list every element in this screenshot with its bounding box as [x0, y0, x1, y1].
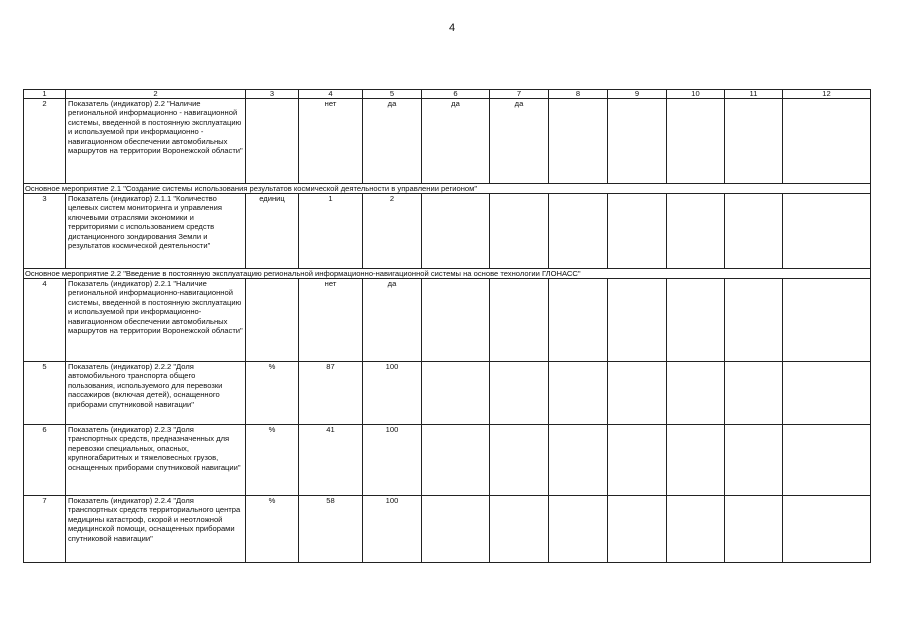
value-cell: 58 — [299, 496, 363, 563]
value-cell — [783, 279, 871, 362]
value-cell — [608, 99, 667, 184]
table-row — [24, 279, 871, 362]
unit-cell: единиц — [246, 194, 299, 269]
unit-cell: % — [246, 425, 299, 496]
value-cell: нет — [299, 279, 363, 362]
value-cell — [549, 194, 608, 269]
table-row — [24, 99, 871, 184]
value-cell — [422, 194, 490, 269]
unit-cell — [246, 99, 299, 184]
column-header: 12 — [783, 90, 871, 99]
column-header: 7 — [490, 90, 549, 99]
value-cell — [608, 194, 667, 269]
indicator-text: Показатель (индикатор) 2.2.1 "Наличие региональной информационно-навигационной системы, введенной в постоянную эксплуатацию и используемой при информационно-навигационном обеспечении автомобильных маршрутов на территории Воронежской области" — [66, 279, 246, 362]
value-cell — [490, 425, 549, 496]
column-header: 8 — [549, 90, 608, 99]
value-cell: 100 — [363, 362, 422, 425]
table-row — [24, 194, 871, 269]
value-cell — [783, 99, 871, 184]
page-number: 4 — [448, 22, 456, 34]
value-cell: да — [490, 99, 549, 184]
value-cell: 87 — [299, 362, 363, 425]
value-cell: да — [363, 279, 422, 362]
indicator-text: Показатель (индикатор) 2.2 "Наличие региональной информационно - навигационной системы, введенной в постоянную эксплуатацию и используемой при информационно - навигационном обеспечении автомобильных маршрутов на территории Воронежской области" — [66, 99, 246, 184]
value-cell: да — [422, 99, 490, 184]
table-row — [24, 362, 871, 425]
column-header: 1 — [24, 90, 66, 99]
value-cell: нет — [299, 99, 363, 184]
value-cell — [725, 279, 783, 362]
column-header: 5 — [363, 90, 422, 99]
value-cell — [783, 194, 871, 269]
value-cell: 2 — [363, 194, 422, 269]
value-cell — [490, 279, 549, 362]
indicator-text: Показатель (индикатор) 2.2.4 "Доля транспортных средств территориального центра медицины катастроф, скорой и неотложной медицинской помощи, оснащенных приборами спутниковой навигации" — [66, 496, 246, 563]
column-header: 3 — [246, 90, 299, 99]
value-cell — [608, 362, 667, 425]
row-number: 4 — [24, 279, 66, 362]
value-cell — [667, 99, 725, 184]
value-cell — [667, 496, 725, 563]
value-cell — [783, 496, 871, 563]
value-cell — [783, 425, 871, 496]
value-cell — [725, 362, 783, 425]
value-cell — [608, 279, 667, 362]
table-row — [24, 425, 871, 496]
value-cell: да — [363, 99, 422, 184]
row-number: 2 — [24, 99, 66, 184]
value-cell — [725, 99, 783, 184]
section-title: Основное мероприятие 2.2 "Введение в постоянную эксплуатацию региональной информационно-навигационной системы на основе технологии ГЛОНАСС" — [24, 269, 871, 279]
table-row — [24, 496, 871, 563]
value-cell: 100 — [363, 425, 422, 496]
value-cell — [422, 496, 490, 563]
value-cell — [725, 194, 783, 269]
section-row — [24, 184, 871, 194]
row-number: 7 — [24, 496, 66, 563]
value-cell — [549, 362, 608, 425]
value-cell — [549, 496, 608, 563]
value-cell — [667, 194, 725, 269]
indicators-table — [23, 89, 871, 563]
value-cell — [608, 425, 667, 496]
value-cell — [549, 99, 608, 184]
value-cell: 1 — [299, 194, 363, 269]
value-cell — [725, 496, 783, 563]
value-cell — [490, 496, 549, 563]
value-cell — [490, 362, 549, 425]
unit-cell: % — [246, 496, 299, 563]
value-cell — [422, 279, 490, 362]
indicator-text: Показатель (индикатор) 2.2.2 "Доля автомобильного транспорта общего пользования, используемого для перевозки пассажиров (включая детей), оснащенного приборами спутниковой навигации" — [66, 362, 246, 425]
value-cell — [725, 425, 783, 496]
value-cell — [549, 279, 608, 362]
value-cell — [608, 496, 667, 563]
value-cell — [422, 425, 490, 496]
value-cell — [783, 362, 871, 425]
value-cell: 100 — [363, 496, 422, 563]
value-cell — [422, 362, 490, 425]
section-row — [24, 269, 871, 279]
column-header: 9 — [608, 90, 667, 99]
value-cell — [490, 194, 549, 269]
unit-cell: % — [246, 362, 299, 425]
value-cell — [667, 425, 725, 496]
row-number: 5 — [24, 362, 66, 425]
column-header: 2 — [66, 90, 246, 99]
value-cell — [549, 425, 608, 496]
unit-cell — [246, 279, 299, 362]
column-header: 10 — [667, 90, 725, 99]
value-cell: 41 — [299, 425, 363, 496]
value-cell — [667, 362, 725, 425]
indicator-text: Показатель (индикатор) 2.2.3 "Доля транспортных средств, предназначенных для перевозки специальных, опасных, крупногабаритных и тяжеловесных грузов, оснащенных приборами спутниковой навигации" — [66, 425, 246, 496]
column-header: 11 — [725, 90, 783, 99]
column-header: 4 — [299, 90, 363, 99]
row-number: 3 — [24, 194, 66, 269]
column-header: 6 — [422, 90, 490, 99]
indicator-text: Показатель (индикатор) 2.1.1 "Количество целевых систем мониторинга и управления ключевыми отраслями экономики и территориями с использованием средств дистанционного зондирования Земли и результатов космической деятельности" — [66, 194, 246, 269]
row-number: 6 — [24, 425, 66, 496]
table-header-row — [24, 90, 871, 99]
section-title: Основное мероприятие 2.1 "Создание системы использования результатов космической деятельности в управлении регионом" — [24, 184, 871, 194]
value-cell — [667, 279, 725, 362]
